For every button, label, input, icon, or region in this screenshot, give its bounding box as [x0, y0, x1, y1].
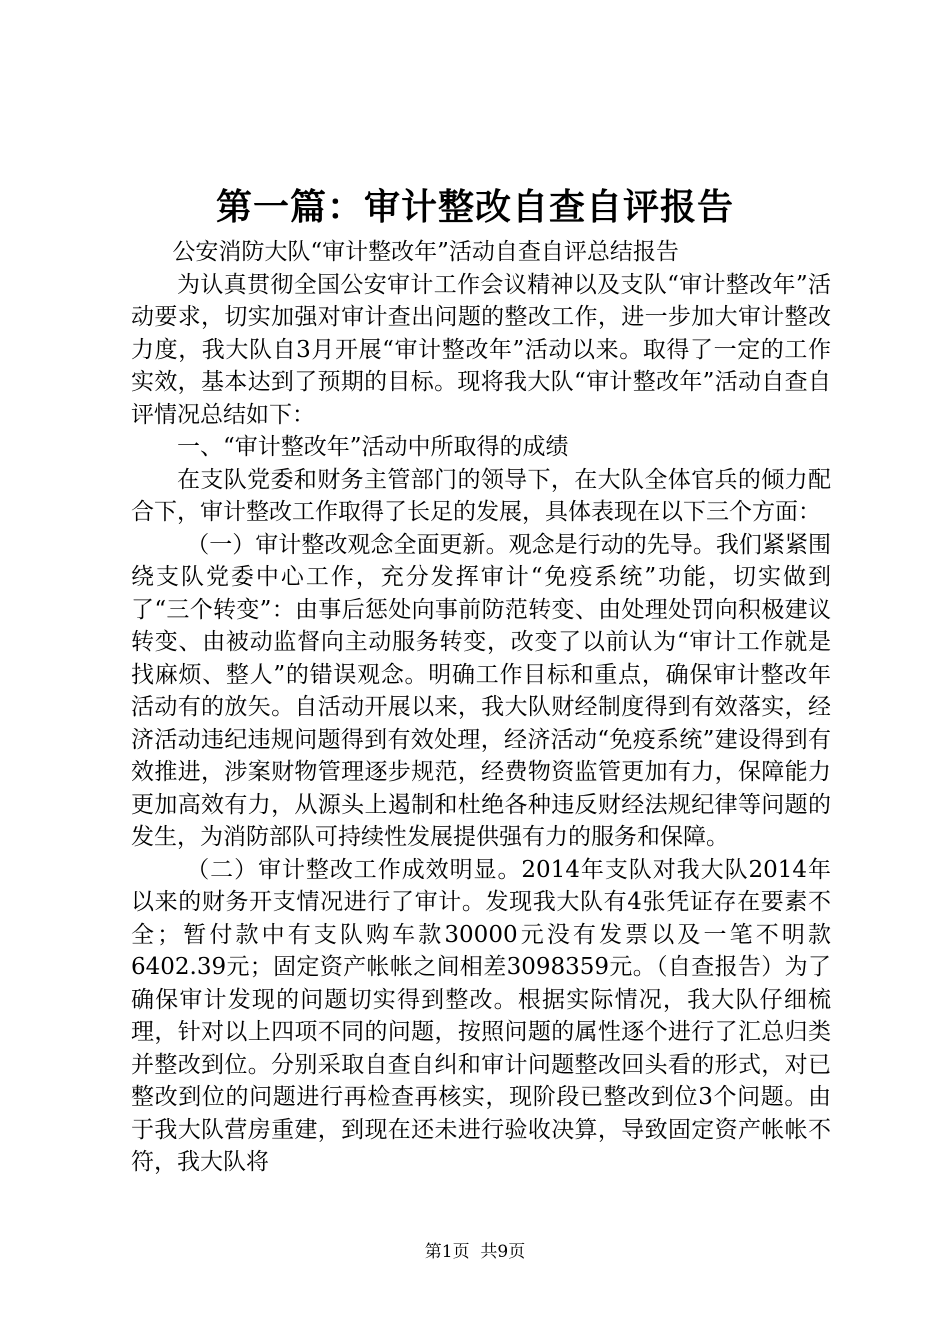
achievement-intro-paragraph: 在支队党委和财务主管部门的领导下，在大队全体官兵的倾力配合下，审计整改工作取得了长足的发展，具体表现在以下三个方面：: [131, 466, 831, 525]
page-footer: [0, 1240, 950, 1264]
rectification-results-paragraph: （二）审计整改工作成效明显。2014年支队对我大队2014年以来的财务开支情况进行了审计。发现我大队有4张凭证存在要素不全；暂付款中有支队购车款30000元没有发票以及一笔不明款6402.39元；固定资产帐帐之间相差3098359元。（自查报告）为了确保审计发现的问题切实得到整改。根据实际情况，我大队仔细梳理，针对以上四项不同的问题，按照问题的属性逐个进行了汇总归类并整改到位。分别采取自查自纠和审计问题整改回头看的形式，对已整改到位的问题进行再检查再核实，现阶段已整改到位3个问题。由于我大队营房重建，到现在还未进行验收决算，导致固定资产帐帐不符，我大队将: [131, 856, 831, 1175]
page-total: 共9页: [480, 1242, 526, 1262]
intro-paragraph: 为认真贯彻全国公安审计工作会议精神以及支队“审计整改年”活动要求，切实加强对审计查出问题的整改工作，进一步加大审计整改力度，我大队自3月开展“审计整改年”活动以来。取得了一定的工作实效，基本达到了预期的目标。现将我大队“审计整改年”活动自查自评情况总结如下：: [131, 271, 831, 428]
concept-update-paragraph: （一）审计整改观念全面更新。观念是行动的先导。我们紧紧围绕支队党委中心工作，充分发挥审计“免疫系统”功能，切实做到了“三个转变”：由事后惩处向事前防范转变、由处理处罚向积极建议转变、由被动监督向主动服务转变，改变了以前认为“审计工作就是找麻烦、整人”的错误观念。明确工作目标和重点，确保审计整改年活动有的放矢。自活动开展以来，我大队财经制度得到有效落实，经济活动违纪违规问题得到有效处理，经济活动“免疫系统”建设得到有效推进，涉案财物管理逐步规范，经费物资监管更加有力，保障能力更加高效有力，从源头上遏制和杜绝各种违反财经法规纪律等问题的发生，为消防部队可持续性发展提供强有力的服务和保障。: [131, 531, 831, 850]
page-number: 第1页: [424, 1242, 470, 1262]
document-title: 第一篇：审计整改自查自评报告: [215, 187, 734, 228]
subtitle-paragraph: 公安消防大队“审计整改年”活动自查自评总结报告: [172, 239, 679, 265]
document-body: [131, 236, 831, 1179]
section-heading: 一、“审计整改年”活动中所取得的成绩: [177, 434, 569, 460]
